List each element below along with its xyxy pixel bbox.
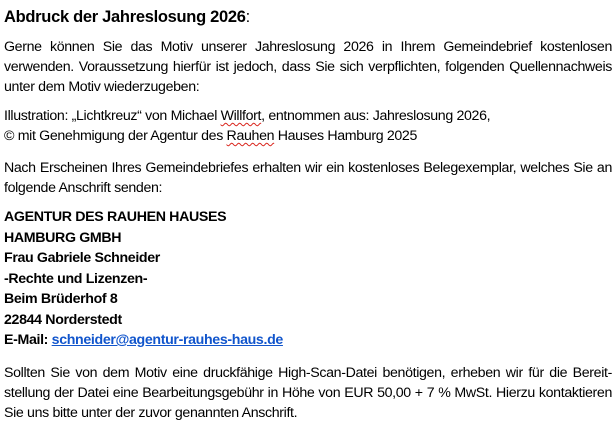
address-line: Beim Brüderhof 8 — [4, 291, 118, 307]
page-title — [4, 6, 612, 28]
after-publish-paragraph: Nach Erscheinen Ihres Gemeindebriefes erhalten wir ein kostenloses Belegexemplar, welches Sie an folgende Anschrift senden: — [4, 160, 612, 196]
spellcheck-word-rauhen: Rauhen — [226, 128, 275, 144]
hires-paragraph: Sollten Sie von dem Motiv eine druckfähige High-Scan-Datei benötigen, erheben wir für die Bereit-stellung der Datei eine Bearbeitungsgebühr in Höhe von EUR 50,00 + 7 % MwSt. Hierzu kontaktieren Sie uns bitte unter der zuvor genannten Anschrift. — [4, 364, 612, 421]
email-line — [4, 330, 612, 351]
credit-line-1-end: , entnommen aus: Jahreslosung 2026, — [261, 108, 491, 124]
email-link[interactable]: schneider@agentur-rauhes-haus.de — [51, 332, 283, 348]
address-line: Frau Gabriele Schneider — [4, 250, 160, 266]
spellcheck-word-willfort: Willfort — [220, 108, 262, 124]
address-line: AGENTUR DES RAUHEN HAUSES — [4, 209, 227, 225]
credit-line-2-end: Hauses Hamburg 2025 — [274, 128, 417, 144]
credit-line-2-start: © mit Genehmigung der Agentur des — [4, 128, 227, 144]
email-label: E-Mail: — [4, 332, 52, 348]
credit-block — [4, 106, 612, 146]
title-text: Abdruck der Jahreslosung 2026 — [4, 8, 246, 26]
intro-paragraph: Gerne können Sie das Motiv unserer Jahreslosung 2026 in Ihrem Gemeindebrief kostenlosen verwenden. Voraussetzung hierfür ist jedoch, dass Sie sich verpflichten, folgenden Quellennachweis unter dem Motiv wiederzugeben: — [4, 39, 612, 95]
address-line: 22844 Norderstedt — [4, 311, 122, 328]
title-colon: : — [245, 8, 250, 26]
credit-line-1 — [4, 106, 612, 126]
address-line: -Rechte und Lizenzen- — [4, 270, 148, 287]
address-line: HAMBURG GMBH — [4, 229, 122, 246]
postal-address — [4, 207, 612, 351]
credit-line-2 — [4, 126, 612, 146]
credit-line-1-start: Illustration: „Lichtkreuz“ von Michael — [4, 108, 221, 124]
